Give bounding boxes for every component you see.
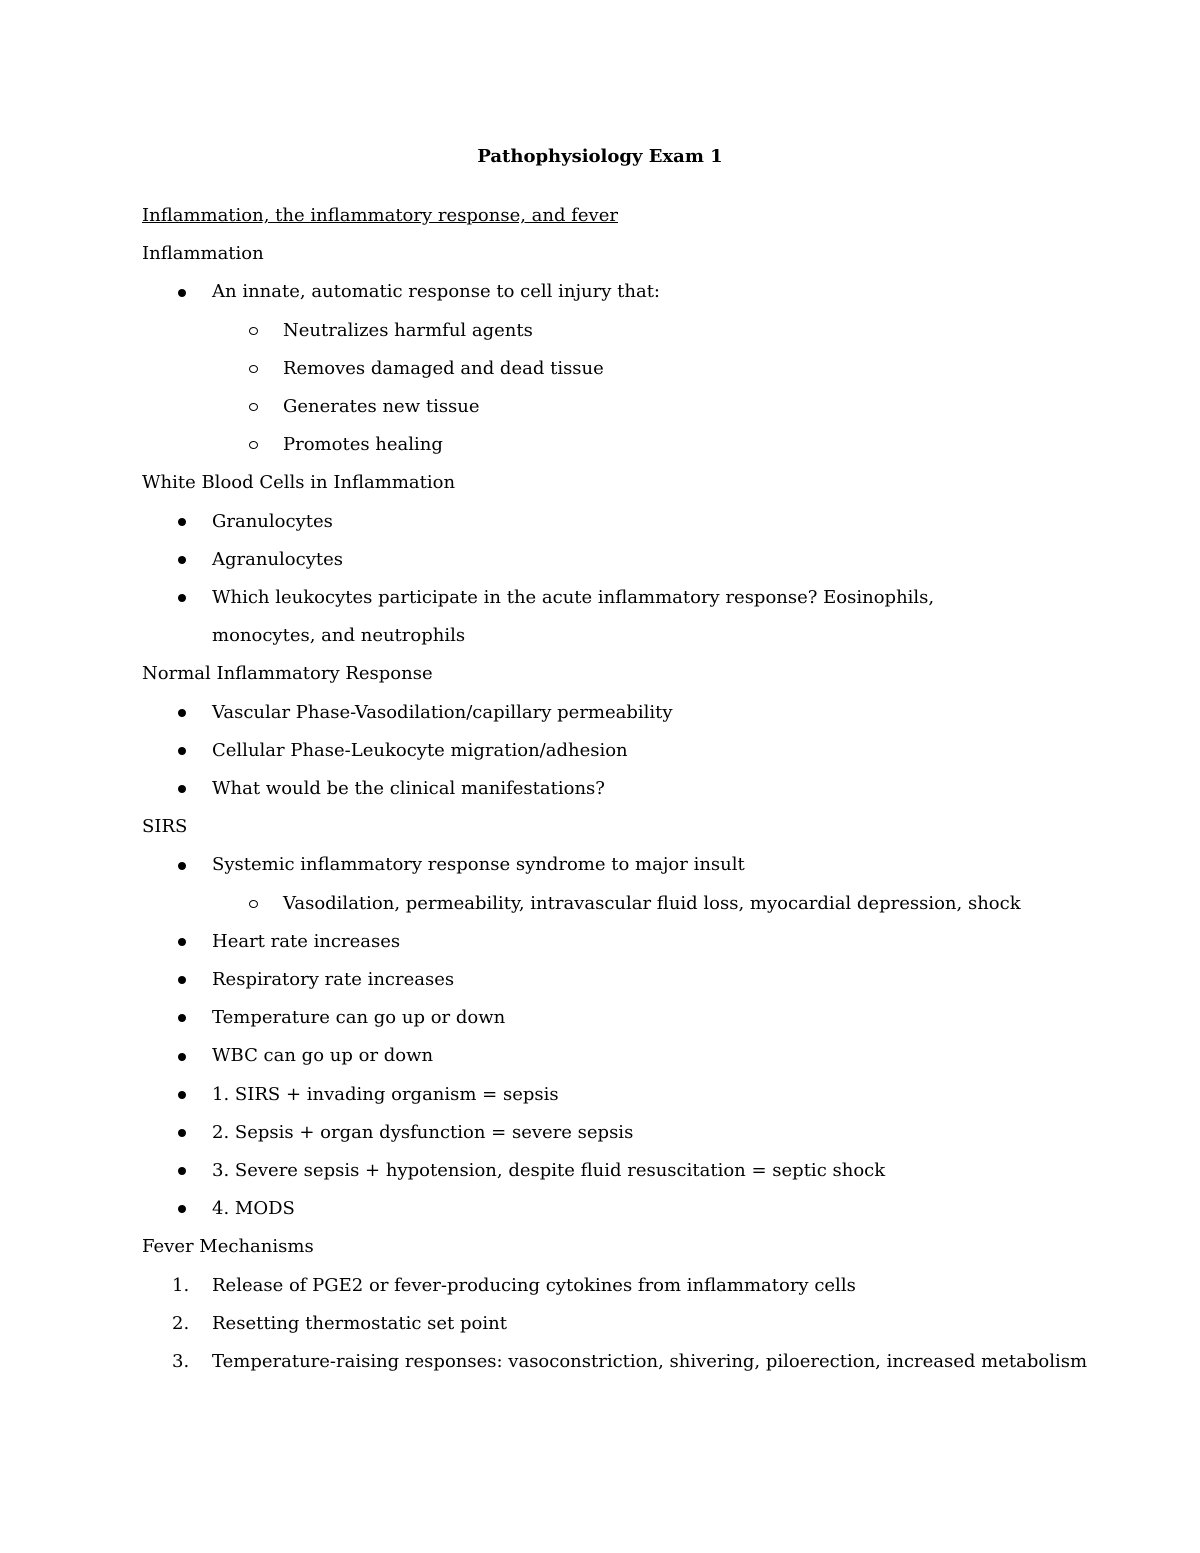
bullet-icon [172,694,192,732]
bullet-icon [172,503,192,541]
bullet-icon [172,1076,192,1114]
wbc-heading: White Blood Cells in Inflammation [142,472,456,494]
list-item: Temperature can go up or down [142,999,1062,1037]
item-number: 3. [172,1351,190,1373]
numbered-item: 2. Resetting thermostatic set point [142,1305,1062,1343]
bullet-icon [172,579,192,617]
bullet-icon [172,732,192,770]
hollow-bullet-icon [243,885,263,923]
list-item: 1. SIRS + invading organism = sepsis [142,1076,1062,1114]
numbered-item: 3. Temperature-raising responses: vasoconstriction, shivering, piloerection, increased metabolism [142,1343,1062,1381]
list-item: 2. Sepsis + organ dysfunction = severe sepsis [142,1114,1062,1152]
item-number: 1. [172,1274,190,1296]
bullet-icon [172,1190,192,1228]
list-item: 3. Severe sepsis + hypotension, despite fluid resuscitation = septic shock [142,1152,1062,1190]
list-item: Respiratory rate increases [142,961,1062,999]
list-item: Vascular Phase-Vasodilation/capillary permeability [142,694,1062,732]
hollow-bullet-icon [243,312,263,350]
bullet-icon [172,999,192,1037]
inflammation-heading: Inflammation [142,243,264,265]
document-body [142,139,1088,1381]
bullet-icon [172,541,192,579]
fever-heading: Fever Mechanisms [142,1236,314,1258]
bullet-icon [172,923,192,961]
page-title: Pathophysiology Exam 1 [477,146,723,167]
list-item: Neutralizes harmful agents [142,312,1062,350]
list-item: Granulocytes [142,503,1062,541]
list-item: Removes damaged and dead tissue [142,350,1062,388]
list-item: Systemic inflammatory response syndrome to major insult [142,846,1062,884]
bullet-icon [172,273,192,311]
bullet-icon [172,1114,192,1152]
list-item: Which leukocytes participate in the acute inflammatory response? Eosinophils, monocytes, and neutrophils [142,579,1042,655]
hollow-bullet-icon [243,426,263,464]
hollow-bullet-icon [243,388,263,426]
list-item: Generates new tissue [142,388,1062,426]
list-item: Cellular Phase-Leukocyte migration/adhesion [142,732,1062,770]
list-item: WBC can go up or down [142,1037,1062,1075]
bullet-icon [172,846,192,884]
hollow-bullet-icon [243,350,263,388]
section-heading: Inflammation, the inflammatory response, and fever [142,205,618,226]
bullet-icon [172,1037,192,1075]
list-item: Heart rate increases [142,923,1062,961]
list-item: Agranulocytes [142,541,1062,579]
item-number: 2. [172,1312,190,1334]
list-item: 4. MODS [142,1190,1062,1228]
list-item: Vasodilation, permeability, intravascular fluid loss, myocardial depression, shock [142,885,1062,923]
list-item: Promotes healing [142,426,1062,464]
numbered-item: 1. Release of PGE2 or fever-producing cytokines from inflammatory cells [142,1267,1062,1305]
bullet-icon [172,1152,192,1190]
list-item: An innate, automatic response to cell injury that: [142,273,1062,311]
normal-response-heading: Normal Inflammatory Response [142,663,433,685]
bullet-icon [172,961,192,999]
bullet-icon [172,770,192,808]
list-item: What would be the clinical manifestations? [142,770,1062,808]
sirs-heading: SIRS [142,816,188,838]
